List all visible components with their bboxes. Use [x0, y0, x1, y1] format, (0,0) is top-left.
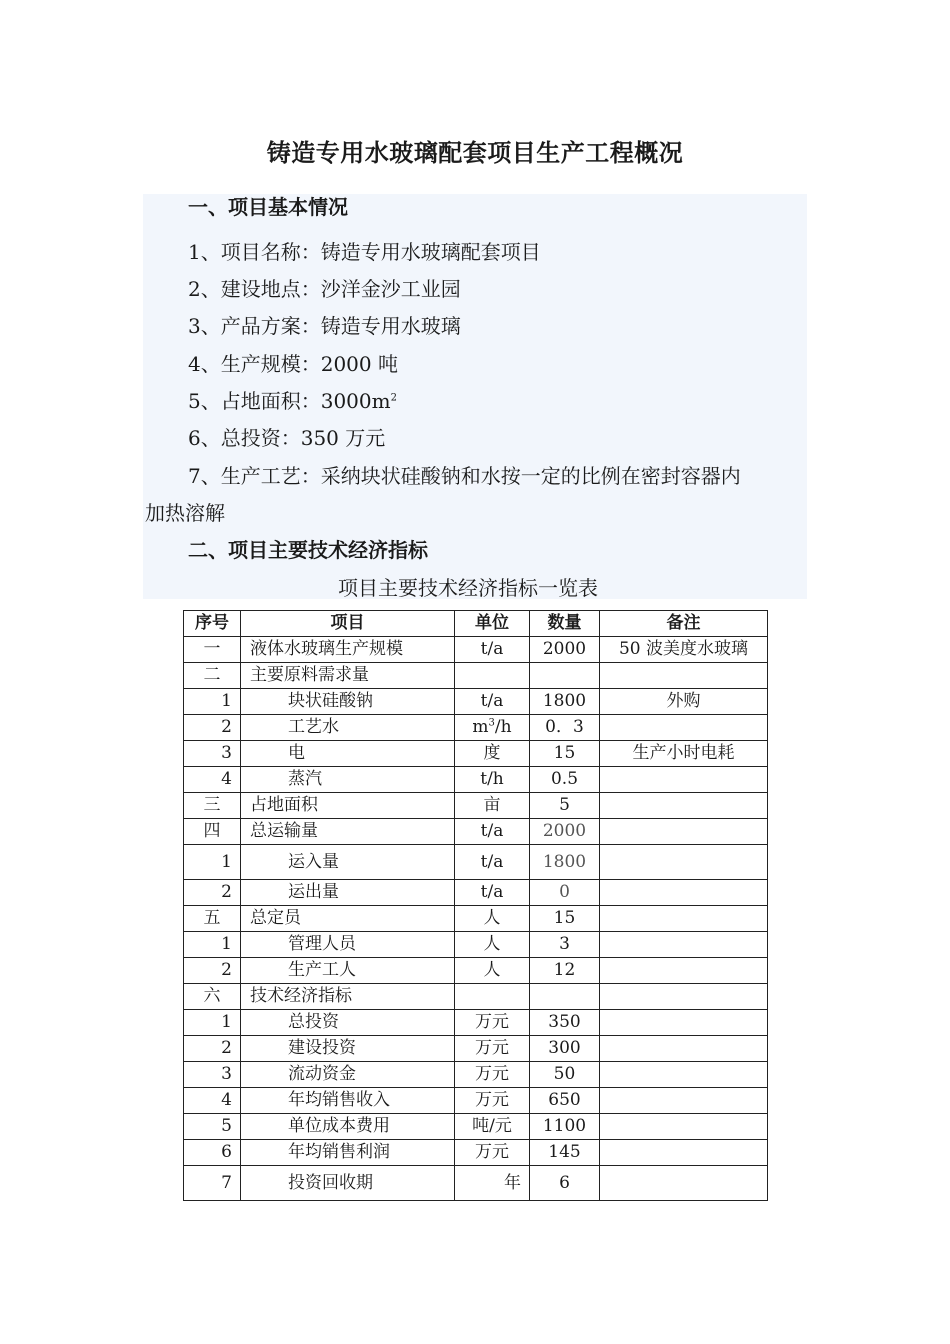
cell-no: 1	[184, 1010, 241, 1036]
item-production-scale: 4、生产规模：2000 吨	[188, 352, 398, 376]
header-no: 序号	[184, 611, 241, 637]
cell-qty: 145	[530, 1140, 600, 1166]
cell-note	[600, 1062, 768, 1088]
cell-qty	[530, 663, 600, 689]
cell-qty: 50	[530, 1062, 600, 1088]
table-row	[184, 845, 768, 880]
cell-no: 2	[184, 1036, 241, 1062]
cell-qty: 350	[530, 1010, 600, 1036]
cell-note	[600, 767, 768, 793]
table-row	[184, 715, 768, 741]
cell-qty: 6	[530, 1166, 600, 1201]
cell-note	[600, 958, 768, 984]
cell-note	[600, 819, 768, 845]
cell-no: 6	[184, 1140, 241, 1166]
indicators-table	[183, 610, 768, 1201]
cell-note	[600, 1166, 768, 1201]
table-row	[184, 819, 768, 845]
cell-no: 六	[184, 984, 241, 1010]
cell-qty: 5	[530, 793, 600, 819]
unit-superscript: 3	[488, 717, 495, 729]
cell-no: 3	[184, 741, 241, 767]
cell-unit: t/h	[455, 767, 530, 793]
cell-unit: 万元	[455, 1010, 530, 1036]
cell-item: 主要原料需求量	[241, 663, 455, 689]
section2-heading: 二、项目主要技术经济指标	[188, 538, 428, 562]
cell-unit	[455, 715, 530, 741]
cell-no: 2	[184, 958, 241, 984]
table-row	[184, 1010, 768, 1036]
cell-qty: 300	[530, 1036, 600, 1062]
table-row	[184, 689, 768, 715]
cell-item: 占地面积	[241, 793, 455, 819]
cell-no: 三	[184, 793, 241, 819]
cell-note	[600, 1010, 768, 1036]
cell-item: 年均销售利润	[241, 1140, 455, 1166]
table-row	[184, 906, 768, 932]
cell-no: 1	[184, 932, 241, 958]
cell-unit: 万元	[455, 1140, 530, 1166]
cell-unit: 人	[455, 906, 530, 932]
table-row	[184, 637, 768, 663]
cell-qty: 650	[530, 1088, 600, 1114]
cell-unit: 人	[455, 958, 530, 984]
cell-qty: 0.5	[530, 767, 600, 793]
cell-note	[600, 1114, 768, 1140]
item-process: 7、生产工艺：采纳块状硅酸钠和水按一定的比例在密封容器内	[188, 464, 741, 488]
cell-item: 年均销售收入	[241, 1088, 455, 1114]
cell-no: 五	[184, 906, 241, 932]
cell-qty: 15	[530, 741, 600, 767]
page-title: 铸造专用水玻璃配套项目生产工程概况	[266, 138, 684, 167]
cell-unit: 年	[455, 1166, 530, 1201]
cell-unit: t/a	[455, 880, 530, 906]
table-row	[184, 984, 768, 1010]
cell-item: 单位成本费用	[241, 1114, 455, 1140]
table-row	[184, 767, 768, 793]
cell-item: 投资回收期	[241, 1166, 455, 1201]
table-row	[184, 663, 768, 689]
cell-item: 管理人员	[241, 932, 455, 958]
item-project-name: 1、项目名称：铸造专用水玻璃配套项目	[188, 240, 541, 264]
table-row	[184, 741, 768, 767]
cell-unit: 人	[455, 932, 530, 958]
cell-note	[600, 906, 768, 932]
cell-qty: 15	[530, 906, 600, 932]
cell-item: 总投资	[241, 1010, 455, 1036]
table-row	[184, 1114, 768, 1140]
cell-note: 生产小时电耗	[600, 741, 768, 767]
header-item: 项目	[241, 611, 455, 637]
cell-item: 建设投资	[241, 1036, 455, 1062]
cell-item: 技术经济指标	[241, 984, 455, 1010]
cell-qty: 12	[530, 958, 600, 984]
cell-note	[600, 1088, 768, 1114]
cell-item: 工艺水	[241, 715, 455, 741]
item-land-area	[188, 386, 397, 416]
cell-item: 总运输量	[241, 819, 455, 845]
unit-base: m	[472, 717, 489, 737]
cell-note	[600, 715, 768, 741]
cell-unit: 亩	[455, 793, 530, 819]
item-process-continued: 加热溶解	[145, 501, 225, 525]
cell-no: 四	[184, 819, 241, 845]
item-land-area-text: 5、占地面积：3000m	[188, 389, 391, 413]
table-header-row	[184, 611, 768, 637]
cell-qty: 1800	[530, 845, 600, 880]
header-note: 备注	[600, 611, 768, 637]
cell-no: 3	[184, 1062, 241, 1088]
cell-no: 2	[184, 880, 241, 906]
cell-unit: t/a	[455, 845, 530, 880]
table-caption: 项目主要技术经济指标一览表	[338, 576, 598, 600]
cell-no: 二	[184, 663, 241, 689]
cell-item: 总定员	[241, 906, 455, 932]
table-row	[184, 1088, 768, 1114]
cell-note	[600, 663, 768, 689]
cell-unit	[455, 663, 530, 689]
cell-no: 2	[184, 715, 241, 741]
cell-note	[600, 1036, 768, 1062]
cell-unit: t/a	[455, 819, 530, 845]
unit-tail: /h	[494, 717, 512, 737]
cell-item: 运出量	[241, 880, 455, 906]
cell-item: 蒸汽	[241, 767, 455, 793]
cell-note	[600, 793, 768, 819]
cell-qty: 0	[530, 880, 600, 906]
cell-unit: 吨/元	[455, 1114, 530, 1140]
table-row	[184, 932, 768, 958]
cell-unit: 度	[455, 741, 530, 767]
cell-note	[600, 984, 768, 1010]
cell-qty: 1800	[530, 689, 600, 715]
cell-qty: 2000	[530, 819, 600, 845]
cell-note	[600, 932, 768, 958]
cell-unit: t/a	[455, 689, 530, 715]
cell-unit: 万元	[455, 1036, 530, 1062]
cell-no: 4	[184, 767, 241, 793]
cell-qty: 3	[530, 932, 600, 958]
item-total-investment: 6、总投资：350 万元	[188, 426, 386, 450]
cell-unit	[455, 984, 530, 1010]
item-product-plan: 3、产品方案：铸造专用水玻璃	[188, 314, 461, 338]
cell-item: 运入量	[241, 845, 455, 880]
item-location: 2、建设地点：沙洋金沙工业园	[188, 277, 461, 301]
table-row	[184, 958, 768, 984]
header-qty: 数量	[530, 611, 600, 637]
cell-unit: t/a	[455, 637, 530, 663]
table-row	[184, 793, 768, 819]
cell-item: 流动资金	[241, 1062, 455, 1088]
cell-qty: 1100	[530, 1114, 600, 1140]
table-row	[184, 1166, 768, 1201]
cell-note	[600, 1140, 768, 1166]
cell-note	[600, 845, 768, 880]
cell-no: 4	[184, 1088, 241, 1114]
cell-note	[600, 880, 768, 906]
cell-qty	[530, 984, 600, 1010]
cell-no: 7	[184, 1166, 241, 1201]
section1-heading: 一、项目基本情况	[188, 195, 348, 219]
cell-item: 生产工人	[241, 958, 455, 984]
table-row	[184, 1140, 768, 1166]
cell-note: 外购	[600, 689, 768, 715]
table-row	[184, 1036, 768, 1062]
cell-unit: 万元	[455, 1088, 530, 1114]
cell-no: 一	[184, 637, 241, 663]
cell-no: 5	[184, 1114, 241, 1140]
area-superscript: 2	[390, 392, 397, 404]
cell-item: 液体水玻璃生产规模	[241, 637, 455, 663]
cell-item: 块状硅酸钠	[241, 689, 455, 715]
cell-qty: 2000	[530, 637, 600, 663]
table-row	[184, 880, 768, 906]
cell-note: 50 波美度水玻璃	[600, 637, 768, 663]
cell-unit: 万元	[455, 1062, 530, 1088]
cell-no: 1	[184, 845, 241, 880]
header-unit: 单位	[455, 611, 530, 637]
cell-item: 电	[241, 741, 455, 767]
cell-no: 1	[184, 689, 241, 715]
cell-qty: 0．3	[530, 715, 600, 741]
table-row	[184, 1062, 768, 1088]
